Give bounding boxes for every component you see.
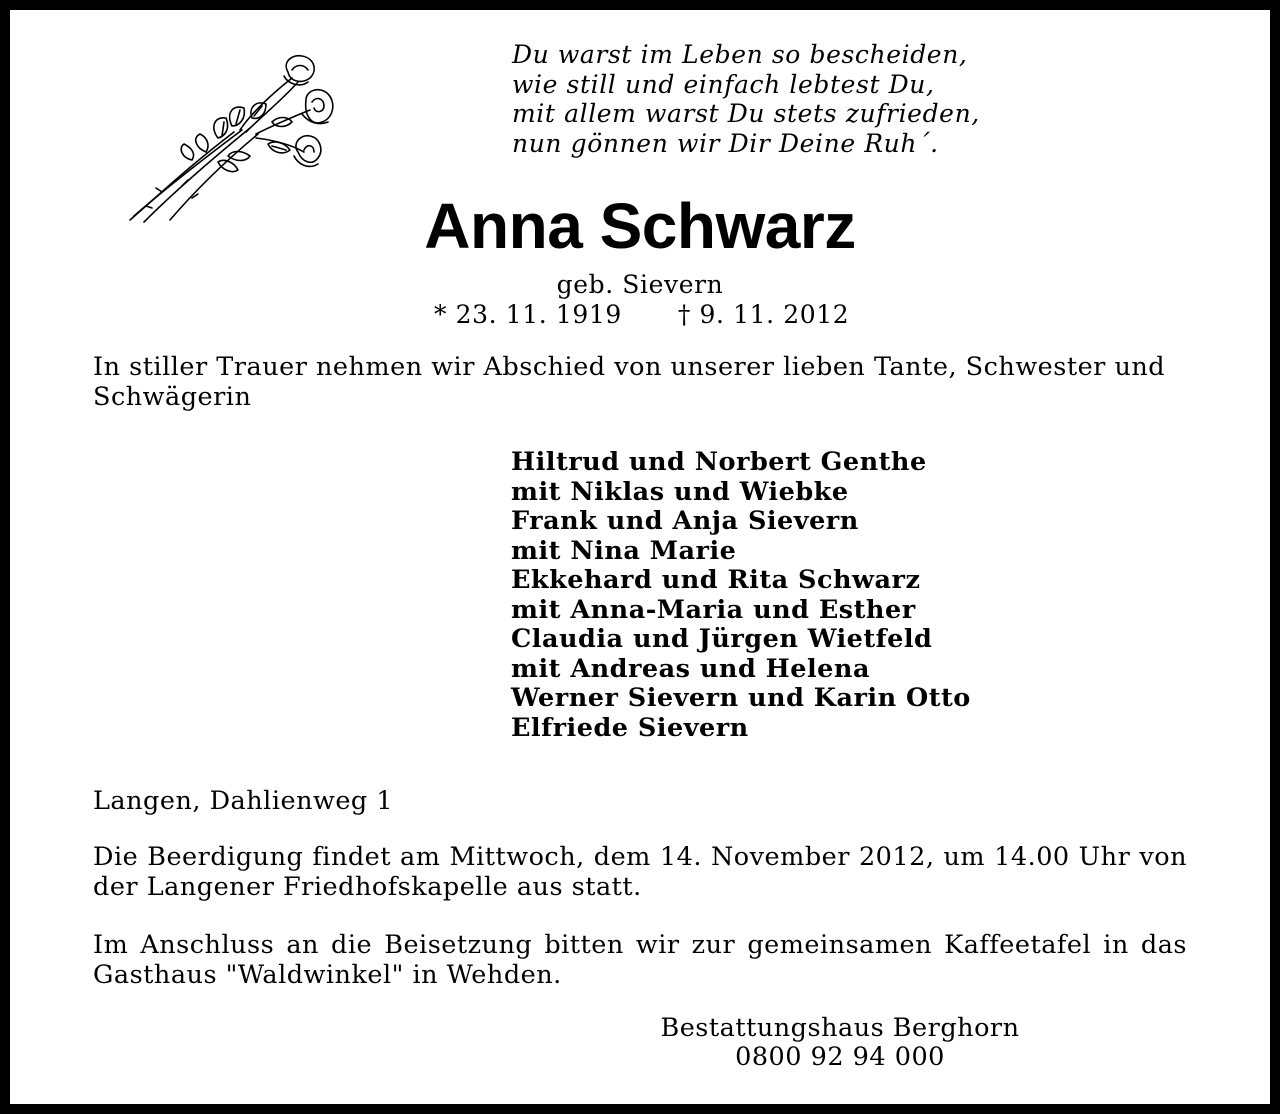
poem-line: nun gönnen wir Dir Deine Ruh´. <box>512 128 939 158</box>
family-member: Ekkehard und Rita Schwarz <box>511 565 921 595</box>
address: Langen, Dahlienweg 1 <box>93 786 394 816</box>
mourning-intro: In stiller Trauer nehmen wir Abschied von unserer lieben Tante, Schwester und Schwägerin <box>93 352 1166 412</box>
family-member: Frank und Anja Sievern <box>511 506 859 536</box>
family-member: Elfriede Sievern <box>511 712 749 743</box>
family-member: Hiltrud und Norbert Genthe <box>511 447 927 477</box>
poem-line: mit allem warst Du stets zufrieden, <box>512 99 980 128</box>
funeral-info: Die Beerdigung findet am Mittwoch, dem 14. November 2012, um 14.00 Uhr von der Langener Friedhofskapelle aus statt. <box>93 842 1187 902</box>
life-dates <box>434 300 849 330</box>
obituary-notice <box>10 10 1270 1104</box>
memorial-poem <box>512 40 980 158</box>
family-member: mit Andreas und Helena <box>511 653 870 684</box>
family-member: mit Anna-Maria und Esther <box>511 594 916 625</box>
family-member: Claudia und Jürgen Wietfeld <box>511 624 933 654</box>
reception-info: Im Anschluss an die Beisetzung bitten wir zur gemeinsamen Kaffeetafel in das Gasthaus "Waldwinkel" in Wehden. <box>93 930 1187 990</box>
undertaker <box>650 1014 1030 1072</box>
death-date: † 9. 11. 2012 <box>677 300 850 329</box>
birth-name: geb. Sievern <box>556 270 724 299</box>
undertaker-name: Bestattungshaus Berghorn <box>660 1013 1020 1043</box>
family-list <box>511 448 971 743</box>
family-member: Werner Sievern und Karin Otto <box>511 683 971 713</box>
undertaker-phone: 0800 92 94 000 <box>735 1042 945 1072</box>
poem-line: Du warst im Leben so bescheiden, <box>512 40 968 69</box>
deceased-name: Anna Schwarz <box>424 190 856 262</box>
family-member: mit Niklas und Wiebke <box>511 476 849 507</box>
poem-line: wie still und einfach lebtest Du, <box>512 69 935 99</box>
birth-date: * 23. 11. 1919 <box>434 300 622 329</box>
family-member: mit Nina Marie <box>511 535 737 566</box>
